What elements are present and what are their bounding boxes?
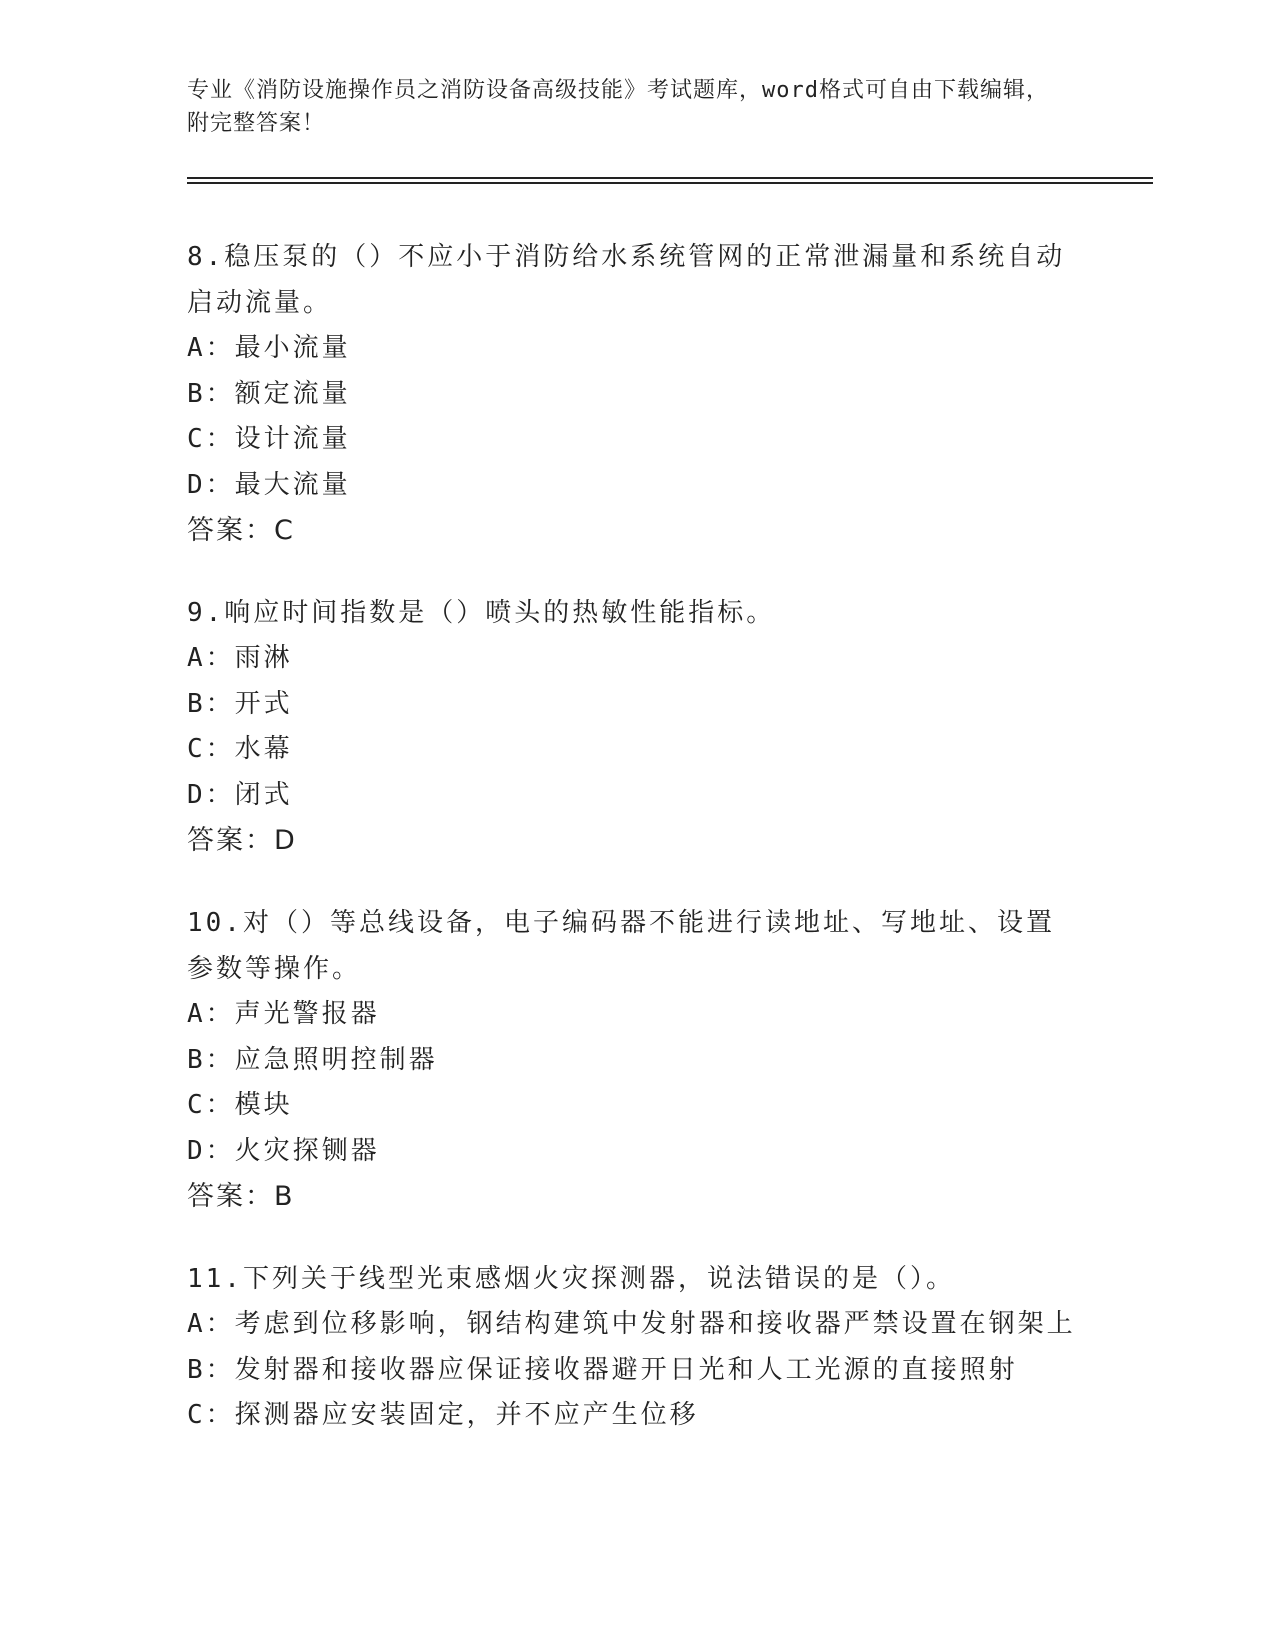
option-a: A：声光警报器 [187, 999, 380, 1029]
answer-line: 答案：B [187, 1181, 295, 1212]
question-stem: 11.下列关于线型光束感烟火灾探测器，说法错误的是（）。 [187, 1264, 955, 1294]
answer-line: 答案：C [187, 515, 295, 546]
option-d: D：最大流量 [187, 469, 351, 500]
question-item [187, 590, 1087, 864]
option-d: D：火灾探铡器 [187, 1135, 380, 1166]
option-c: C：水幕 [187, 734, 293, 764]
option-c: C：设计流量 [187, 424, 351, 454]
header-rule-top [187, 177, 1153, 179]
document-header: 专业《消防设施操作员之消防设备高级技能》考试题库，word格式可自由下载编辑，附完整答案！ [187, 78, 1049, 136]
option-a: A：考虑到位移影响，钢结构建筑中发射器和接收器严禁设置在钢架上 [187, 1309, 1076, 1339]
option-b: B：额定流量 [187, 378, 351, 409]
answer-line: 答案：D [187, 825, 297, 856]
question-list [187, 234, 1087, 1475]
header-rule-bottom [187, 182, 1153, 184]
question-item [187, 1256, 1087, 1439]
question-stem: 8.稳压泵的（）不应小于消防给水系统管网的正常泄漏量和系统自动启动流量。 [187, 242, 1066, 318]
option-a: A：雨淋 [187, 643, 293, 673]
option-c: C：模块 [187, 1090, 293, 1120]
option-a: A：最小流量 [187, 333, 351, 363]
question-stem: 9.响应时间指数是（）喷头的热敏性能指标。 [187, 598, 776, 628]
option-b: B：应急照明控制器 [187, 1044, 438, 1075]
option-c: C：探测器应安装固定，并不应产生位移 [187, 1400, 699, 1430]
option-d: D：闭式 [187, 779, 293, 810]
question-item [187, 234, 1087, 554]
question-item [187, 900, 1087, 1220]
option-b: B：发射器和接收器应保证接收器避开日光和人工光源的直接照射 [187, 1354, 1018, 1385]
option-b: B：开式 [187, 688, 293, 719]
question-stem: 10.对（）等总线设备，电子编码器不能进行读地址、写地址、设置参数等操作。 [187, 908, 1055, 984]
